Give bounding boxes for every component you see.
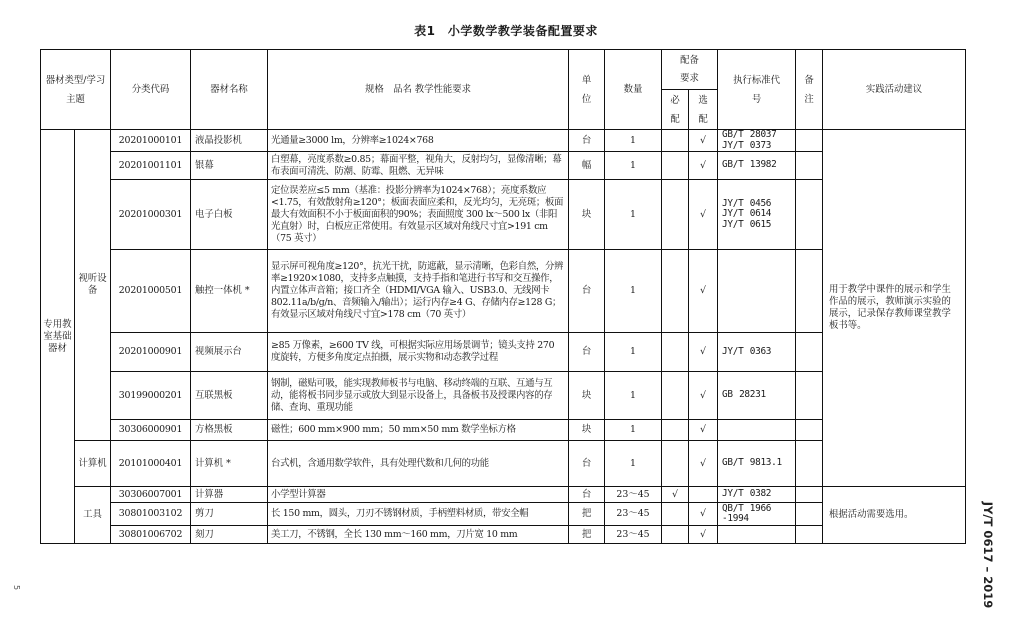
spec-cell: 钢制，磁贴可吸，能实现教师板书与电脑、移动终端的互联、互通与互动，能将板书同步显示或放大到显示设备上，具备板书及授课内容的存储、查询、重现功能 <box>268 372 569 420</box>
code-cell: 20201000101 <box>111 130 191 152</box>
spec-cell: 台式机，含通用数学软件，具有处理代数和几何的功能 <box>268 441 569 487</box>
standard-cell: GB/T 28037 JY/T 0373 <box>718 130 796 152</box>
header-optional: 选配 <box>689 90 718 130</box>
header-qty: 数量 <box>605 50 662 130</box>
spec-cell: 小学型计算器 <box>268 487 569 503</box>
header-row <box>41 50 966 90</box>
standard-cell: GB/T 9813.1 <box>718 441 796 487</box>
unit-cell: 幅 <box>569 152 605 180</box>
note-cell <box>796 333 823 372</box>
spec-cell: ≥85 万像素，≥600 TV 线，可根据实际应用场景调节；镜头支持 270 度旋转，方便多角度定点拍摄，展示实物和动态教学过程 <box>268 333 569 372</box>
spec-cell: 长 150 mm，圆头，刀刃不锈钢材质，手柄塑料材质，带安全帽 <box>268 503 569 526</box>
name-cell: 液晶投影机 <box>191 130 268 152</box>
standard-cell: JY/T 0456 JY/T 0614 JY/T 0615 <box>718 180 796 250</box>
header-name: 器材名称 <box>191 50 268 130</box>
required-cell <box>662 333 689 372</box>
optional-cell: √ <box>689 441 718 487</box>
unit-cell: 块 <box>569 180 605 250</box>
optional-cell: √ <box>689 152 718 180</box>
required-cell <box>662 420 689 441</box>
code-cell: 30306000901 <box>111 420 191 441</box>
unit-cell: 把 <box>569 503 605 526</box>
code-cell: 20201000501 <box>111 250 191 333</box>
header-standard: 执行标准代号 <box>718 50 796 130</box>
qty-cell: 23～45 <box>605 503 662 526</box>
practice-av-cell: 用于教学中课件的展示和学生作品的展示，教师演示实验的展示，记录保存教师课堂教学板书等。 <box>823 130 966 487</box>
standard-cell <box>718 526 796 544</box>
spec-cell: 美工刀，不锈钢，全长 130 mm～160 mm，刀片宽 10 mm <box>268 526 569 544</box>
required-cell <box>662 441 689 487</box>
standard-code-label <box>973 500 1003 610</box>
code-cell: 20201001101 <box>111 152 191 180</box>
required-cell: √ <box>662 487 689 503</box>
unit-cell: 把 <box>569 526 605 544</box>
optional-cell: √ <box>689 420 718 441</box>
required-cell <box>662 372 689 420</box>
name-cell: 互联黑板 <box>191 372 268 420</box>
header-unit: 单位 <box>569 50 605 130</box>
note-cell <box>796 180 823 250</box>
spec-cell: 白塑幕，亮度系数≥0.85；幕面平整，视角大，反射均匀，显像清晰；幕布表面可清洗、防潮、防霉、阻燃、无异味 <box>268 152 569 180</box>
name-cell: 方格黑板 <box>191 420 268 441</box>
note-cell <box>796 487 823 503</box>
optional-cell: √ <box>689 130 718 152</box>
required-cell <box>662 503 689 526</box>
standard-cell: GB 28231 <box>718 372 796 420</box>
standard-cell <box>718 420 796 441</box>
standard-cell: JY/T 0363 <box>718 333 796 372</box>
name-cell: 视频展示台 <box>191 333 268 372</box>
category-main-cell: 专用教室基础器材 <box>41 130 75 544</box>
optional-cell: √ <box>689 526 718 544</box>
standard-cell: GB/T 13982 <box>718 152 796 180</box>
spec-cell: 显示屏可视角度≥120°，抗光干扰，防遮蔽，显示清晰，色彩自然，分辨率≥1920×1080，支持多点触摸，支持手指和笔进行书写和交互操作，内置立体声音箱；接口齐全（HDMI/VGA 输入、USB3.0、无线网卡 802.11a/b/g/n、音频输入/输出）；运行内存≥4 G、存储内存≥128 G；有效显示区域对角线尺寸宜>178 cm（70 英寸） <box>268 250 569 333</box>
note-cell <box>796 441 823 487</box>
table-title: 表1 小学数学教学装备配置要求 <box>414 24 598 38</box>
required-cell <box>662 180 689 250</box>
page-number: 5 <box>12 584 22 591</box>
code-cell: 30801006702 <box>111 526 191 544</box>
note-cell <box>796 152 823 180</box>
spec-cell: 磁性；600 mm×900 mm；50 mm×50 mm 数学坐标方格 <box>268 420 569 441</box>
spec-cell: 光通量≥3000 lm，分辨率≥1024×768 <box>268 130 569 152</box>
qty-cell: 1 <box>605 372 662 420</box>
note-cell <box>796 250 823 333</box>
note-cell <box>796 526 823 544</box>
qty-cell: 1 <box>605 250 662 333</box>
practice-tools-cell: 根据活动需要选用。 <box>823 487 966 544</box>
note-cell <box>796 130 823 152</box>
qty-cell: 23～45 <box>605 526 662 544</box>
qty-cell: 1 <box>605 130 662 152</box>
unit-cell: 块 <box>569 372 605 420</box>
optional-cell <box>689 487 718 503</box>
header-requirement: 配备要求 <box>662 50 718 90</box>
required-cell <box>662 152 689 180</box>
optional-cell: √ <box>689 250 718 333</box>
unit-cell: 台 <box>569 333 605 372</box>
standard-code: JY/T 0617 – 2019 <box>981 501 995 609</box>
note-cell <box>796 372 823 420</box>
standard-cell: JY/T 0382 <box>718 487 796 503</box>
optional-cell: √ <box>689 333 718 372</box>
optional-cell: √ <box>689 503 718 526</box>
group-av-cell: 视听设备 <box>75 130 111 441</box>
qty-cell: 1 <box>605 152 662 180</box>
note-cell <box>796 420 823 441</box>
name-cell: 电子白板 <box>191 180 268 250</box>
header-practice: 实践活动建议 <box>823 50 966 130</box>
table-row <box>41 130 966 152</box>
code-cell: 30199000201 <box>111 372 191 420</box>
qty-cell: 1 <box>605 333 662 372</box>
unit-cell: 台 <box>569 250 605 333</box>
required-cell <box>662 130 689 152</box>
name-cell: 计算器 <box>191 487 268 503</box>
unit-cell: 台 <box>569 487 605 503</box>
required-cell <box>662 526 689 544</box>
code-cell: 20201000301 <box>111 180 191 250</box>
standard-cell: QB/T 1966 -1994 <box>718 503 796 526</box>
equipment-table <box>40 49 966 544</box>
required-cell <box>662 250 689 333</box>
name-cell: 刻刀 <box>191 526 268 544</box>
unit-cell: 台 <box>569 441 605 487</box>
name-cell: 银幕 <box>191 152 268 180</box>
header-category: 器材类型/学习主题 <box>41 50 111 130</box>
group-tools-cell: 工具 <box>75 487 111 544</box>
name-cell: 剪刀 <box>191 503 268 526</box>
table-row <box>41 487 966 503</box>
code-cell: 30801003102 <box>111 503 191 526</box>
header-required: 必配 <box>662 90 689 130</box>
qty-cell: 23～45 <box>605 487 662 503</box>
group-computer-cell: 计算机 <box>75 441 111 487</box>
name-cell: 触控一体机 * <box>191 250 268 333</box>
unit-cell: 块 <box>569 420 605 441</box>
optional-cell: √ <box>689 372 718 420</box>
header-spec: 规格 品名 教学性能要求 <box>268 50 569 130</box>
spec-cell: 定位误差应≤5 mm（基准：投影分辨率为1024×768）；亮度系数应<1.75，有效散射角≥120°；板面表面应柔和，反光均匀，无亮斑；板面最大有效面积不小于板面面积的90%；表面照度 300 lx～500 lx（非阳光直射）时，白板应正常使用。有效显示区域对角线尺寸宜>191 cm（75 英寸） <box>268 180 569 250</box>
header-code: 分类代码 <box>111 50 191 130</box>
standard-cell <box>718 250 796 333</box>
code-cell: 30306007001 <box>111 487 191 503</box>
optional-cell: √ <box>689 180 718 250</box>
qty-cell: 1 <box>605 180 662 250</box>
name-cell: 计算机 * <box>191 441 268 487</box>
qty-cell: 1 <box>605 420 662 441</box>
header-note: 备注 <box>796 50 823 130</box>
unit-cell: 台 <box>569 130 605 152</box>
qty-cell: 1 <box>605 441 662 487</box>
note-cell <box>796 503 823 526</box>
code-cell: 20201000901 <box>111 333 191 372</box>
code-cell: 20101000401 <box>111 441 191 487</box>
